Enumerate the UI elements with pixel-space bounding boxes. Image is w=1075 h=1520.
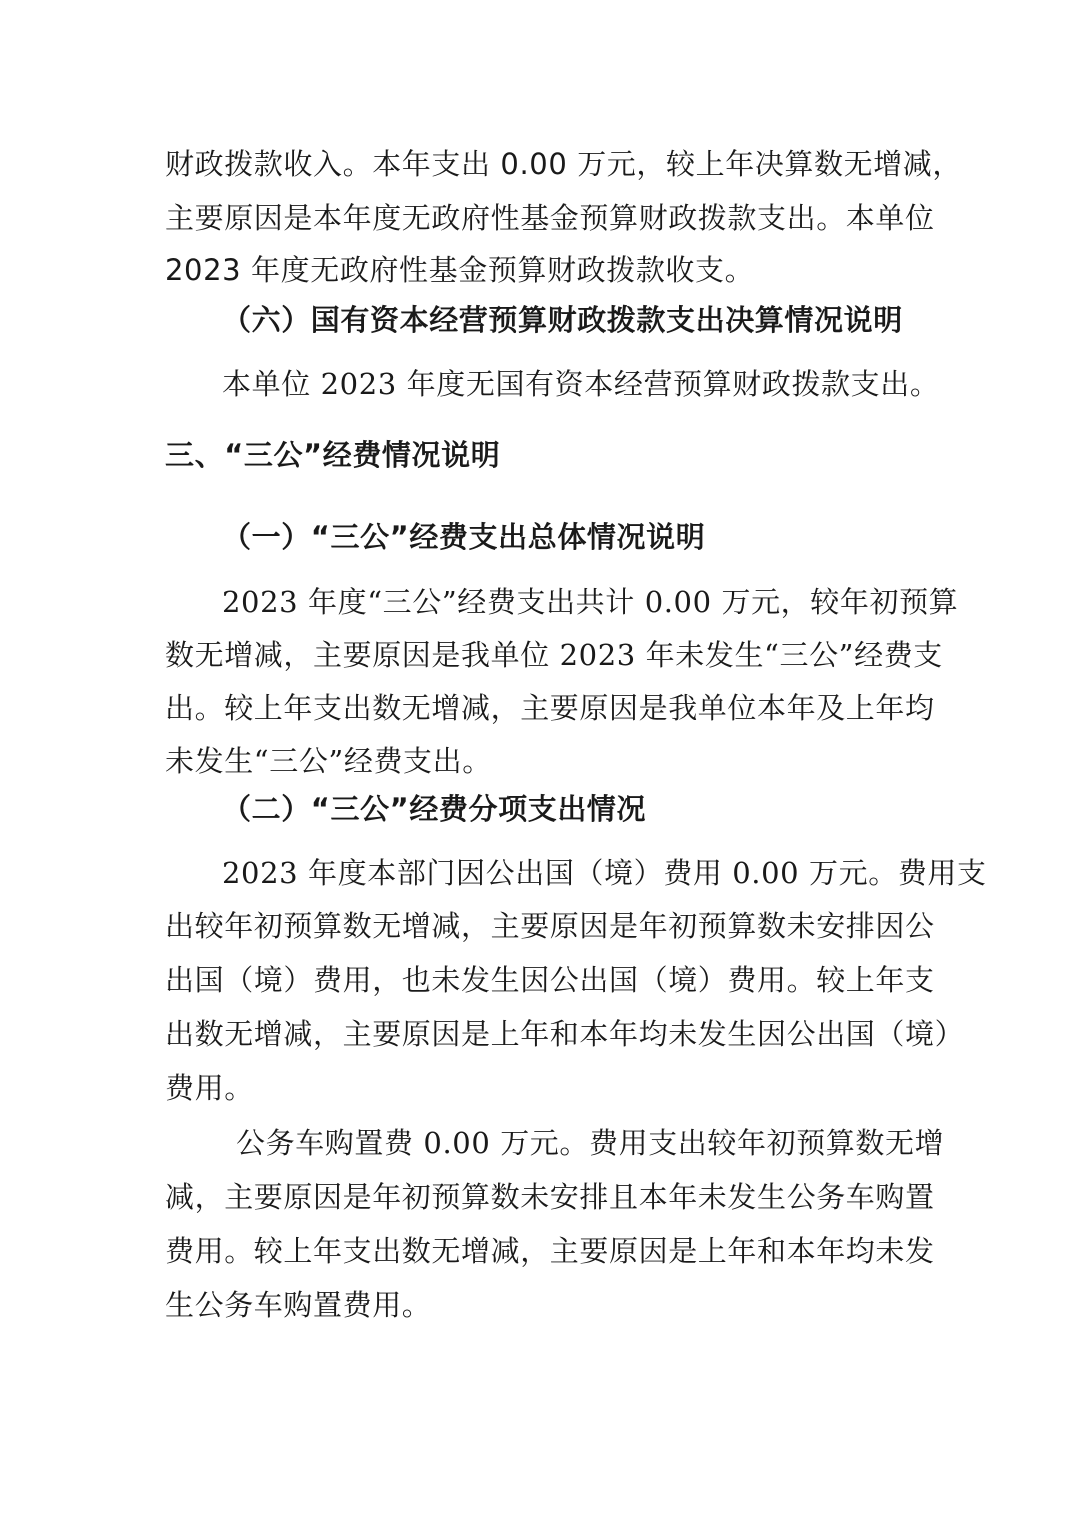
text-line: 费用。 bbox=[165, 1071, 254, 1105]
text-line: 主要原因是本年度无政府性基金预算财政拨款支出。本单位 bbox=[165, 201, 935, 235]
text-line: 未发生“三公”经费支出。 bbox=[165, 744, 492, 778]
text-line: 2023 年度无政府性基金预算财政拨款收支。 bbox=[165, 253, 755, 287]
text-line: 财政拨款收入。本年支出 0.00 万元，较上年决算数无增减， bbox=[165, 147, 963, 181]
text-line: 出数无增减，主要原因是上年和本年均未发生因公出国（境） bbox=[165, 1017, 965, 1051]
text-line: 数无增减，主要原因是我单位 2023 年未发生“三公”经费支 bbox=[165, 638, 943, 672]
text-line: 出。较上年支出数无增减，主要原因是我单位本年及上年均 bbox=[165, 691, 935, 725]
text-line: 2023 年度“三公”经费支出共计 0.00 万元，较年初预算 bbox=[222, 585, 959, 619]
text-line: 2023 年度本部门因公出国（境）费用 0.00 万元。费用支 bbox=[222, 856, 987, 890]
subheading-itemized: （二）“三公”经费分项支出情况 bbox=[222, 792, 647, 826]
subheading-overall: （一）“三公”经费支出总体情况说明 bbox=[222, 520, 706, 554]
text-line: 出国（境）费用，也未发生因公出国（境）费用。较上年支 bbox=[165, 963, 935, 997]
section-title-three-public: 三、“三公”经费情况说明 bbox=[165, 438, 501, 472]
text-line: 公务车购置费 0.00 万元。费用支出较年初预算数无增 bbox=[236, 1126, 945, 1160]
subheading-state-capital: （六）国有资本经营预算财政拨款支出决算情况说明 bbox=[222, 303, 903, 337]
text-line: 出较年初预算数无增减，主要原因是年初预算数未安排因公 bbox=[165, 909, 935, 943]
text-line: 费用。较上年支出数无增减，主要原因是上年和本年均未发 bbox=[165, 1234, 935, 1268]
text-line: 减，主要原因是年初预算数未安排且本年未发生公务车购置 bbox=[165, 1180, 935, 1214]
text-line: 本单位 2023 年度无国有资本经营预算财政拨款支出。 bbox=[222, 367, 940, 401]
text-line: 生公务车购置费用。 bbox=[165, 1288, 432, 1322]
